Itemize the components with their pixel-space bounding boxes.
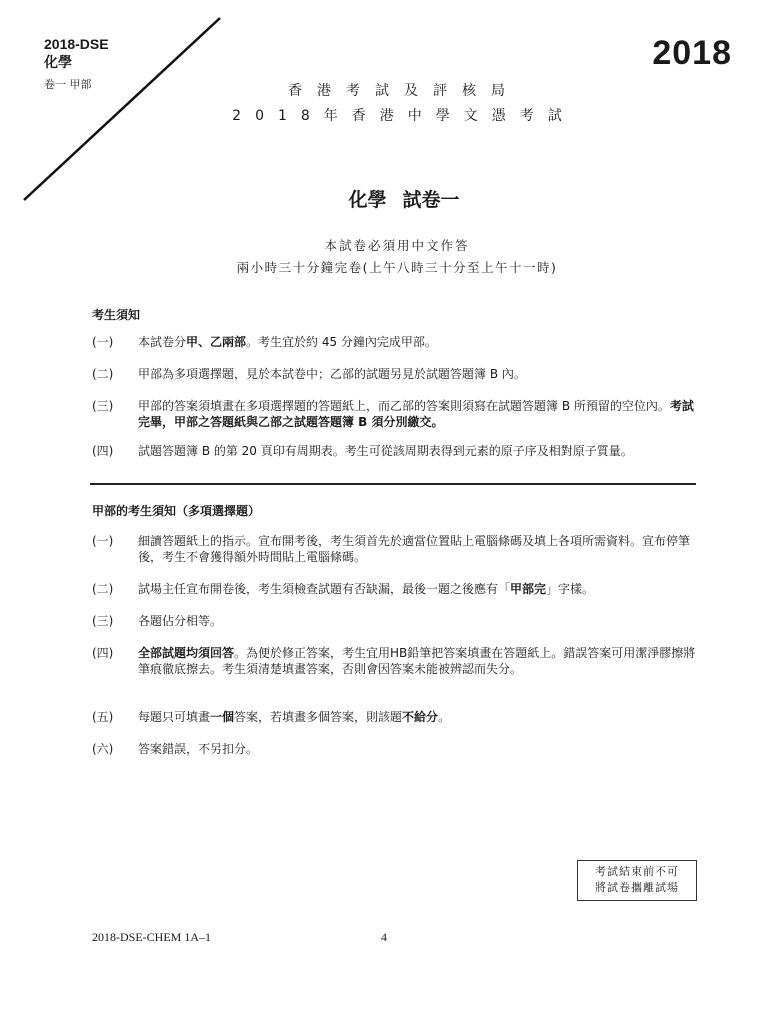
item-number: (二) xyxy=(92,582,114,596)
section-a-instruction-item xyxy=(92,533,704,565)
text-run: 試題答題簿 B 的第 20 頁印有周期表。考生可從該周期表得到元素的原子序及相對原子質量。 xyxy=(138,444,633,458)
text-run: 每題只可填畫 xyxy=(138,710,211,724)
text-run: 答案，若填畫多個答案，則該題 xyxy=(234,710,403,724)
exam-code: 2018-DSE xyxy=(44,36,109,52)
section-a-instruction-item xyxy=(92,613,704,629)
item-number: (一) xyxy=(92,335,114,349)
item-number: (三) xyxy=(92,614,114,628)
paper-section-label: 卷一 甲部 xyxy=(44,78,92,91)
section-a-instruction-item xyxy=(92,741,704,757)
subject-label: 化學 xyxy=(44,55,72,71)
bold-text-run: 一個 xyxy=(210,710,235,724)
bold-text-run: 考試完畢，甲部之答題紙與乙部之試題答題簿 B 須分別繳交。 xyxy=(138,399,694,429)
item-text xyxy=(138,533,704,565)
language-note: 本試卷必須用中文作答 xyxy=(324,238,470,253)
bold-text-run: 甲、乙兩部 xyxy=(186,335,247,349)
footer-paper-code: 2018-DSE-CHEM 1A–1 xyxy=(92,930,211,944)
item-number: (四) xyxy=(92,444,114,458)
item-text xyxy=(138,645,704,677)
text-run: 甲部為多項選擇題，見於本試卷中；乙部的試題另見於試題答題簿 B 內。 xyxy=(138,367,526,381)
text-run: 答案錯誤，不另扣分。 xyxy=(138,742,259,756)
item-number: (六) xyxy=(92,742,114,756)
item-number: (二) xyxy=(92,367,114,381)
item-text xyxy=(138,613,704,629)
exam-name: 2018年香港中學文憑考試 xyxy=(232,108,576,124)
section-a-instruction-item xyxy=(92,645,704,677)
text-run: 甲部的答案須填畫在多項選擇題的答題紙上，而乙部的答案則須寫在試題答題簿 B 所預留的空位內。 xyxy=(138,399,670,413)
paper-title-paper: 試卷一 xyxy=(402,189,460,211)
notice-line-1: 考試結束前不可 xyxy=(595,865,679,878)
duration-note: 兩小時三十分鐘完卷(上午八時三十分至上午十一時) xyxy=(236,260,558,275)
section-a-instruction-item xyxy=(92,709,704,725)
text-run: 。為便於修正答案，考生宜用HB鉛筆把答案填畫在答題紙上。錯誤答案可用潔淨膠擦將筆痕徹底擦去。考生須清楚填畫答案，否則會因答案未能被辨認而失分。 xyxy=(138,646,696,676)
section-a-instruction-item xyxy=(92,581,704,597)
general-instruction-item xyxy=(92,334,704,350)
general-instruction-item xyxy=(92,443,704,459)
general-instructions-heading: 考生須知 xyxy=(92,308,141,322)
item-text xyxy=(138,709,704,725)
page-number: 4 xyxy=(381,930,387,944)
paper-title xyxy=(0,185,768,212)
text-run: 。考生宜於約 45 分鐘內完成甲部。 xyxy=(246,335,437,349)
item-text xyxy=(138,741,704,757)
general-instruction-item xyxy=(92,398,704,430)
item-text xyxy=(138,366,704,382)
text-run: 細讀答題紙上的指示。宣布開考後，考生須首先於適當位置貼上電腦條碼及填上各項所需資料。宣布停筆後，考生不會獲得額外時間貼上電腦條碼。 xyxy=(138,534,691,564)
section-divider xyxy=(90,483,696,485)
item-text xyxy=(138,334,704,350)
bold-text-run: 全部試題均須回答 xyxy=(138,646,235,660)
text-run: 」字樣。 xyxy=(546,582,595,596)
general-instruction-item xyxy=(92,366,704,382)
text-run: 試場主任宣布開卷後，考生須檢查試題有否缺漏，最後一題之後應有「 xyxy=(138,582,511,596)
item-number: (五) xyxy=(92,710,114,724)
section-a-instructions-heading: 甲部的考生須知（多項選擇題） xyxy=(92,504,261,518)
take-away-notice-box xyxy=(577,860,697,901)
item-text xyxy=(138,398,704,430)
text-run: 。 xyxy=(438,710,451,724)
bold-text-run: 甲部完 xyxy=(510,582,547,596)
item-number: (一) xyxy=(92,534,114,548)
text-run: 各題佔分相等。 xyxy=(138,614,223,628)
item-number: (四) xyxy=(92,646,114,660)
exam-authority: 香港考試及評核局 xyxy=(288,83,520,99)
item-number: (三) xyxy=(92,399,114,413)
bold-text-run: 不給分 xyxy=(402,710,439,724)
notice-line-2: 將試卷攜離試場 xyxy=(595,881,679,894)
item-text xyxy=(138,443,704,459)
text-run: 本試卷分 xyxy=(138,335,187,349)
paper-title-subject: 化學 xyxy=(348,189,387,211)
item-text xyxy=(138,581,704,597)
year-stamp: 2018 xyxy=(652,34,732,72)
